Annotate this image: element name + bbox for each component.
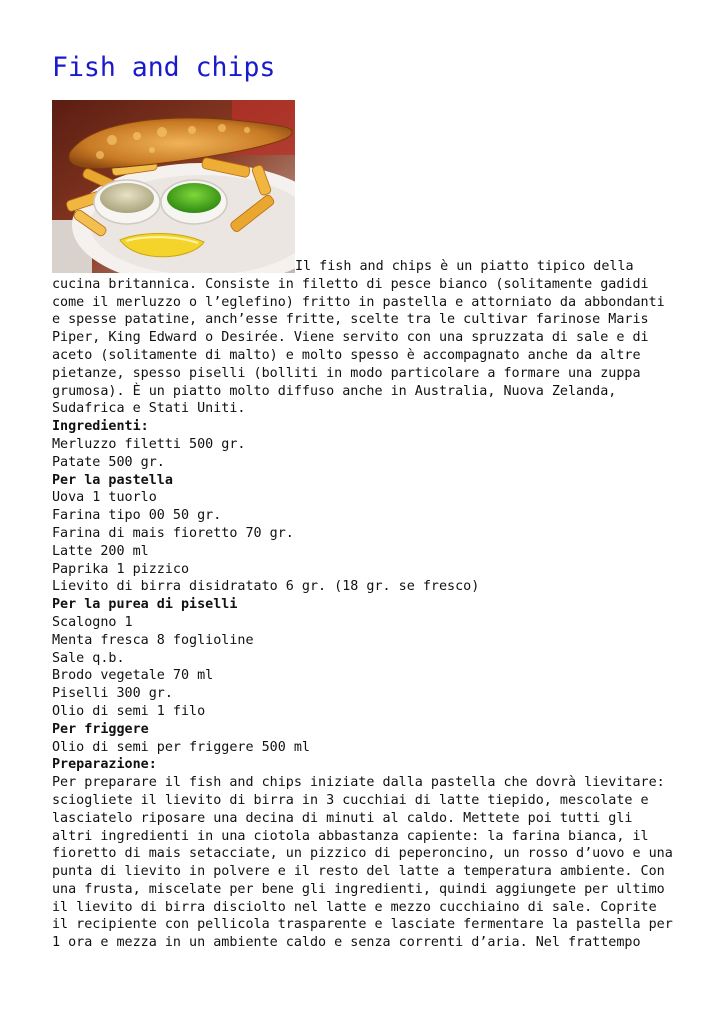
intro-line: grumosa). È un piatto molto diffuso anche in Australia, Nuova Zelanda, — [52, 383, 617, 399]
ingredient-item: Latte 200 ml — [52, 543, 149, 559]
intro-first-line — [52, 100, 677, 276]
preparazione-line: sciogliete il lievito di birra in 3 cucchiai di latte tiepido, mescolate e — [52, 792, 649, 808]
article — [52, 50, 677, 952]
preparazione-line: 1 ora e mezza in un ambiente caldo e senza correnti d’aria. Nel frattempo — [52, 935, 641, 951]
ingredient-item: Scalogno 1 — [52, 614, 133, 630]
preparazione-line: una frusta, miscelate per bene gli ingredienti, quindi aggiungete per ultimo — [52, 881, 665, 897]
ingredient-item: Olio di semi 1 filo — [52, 703, 206, 719]
intro-line: aceto (solitamente di malto) e molto spesso è accompagnato anche da altre — [52, 347, 641, 363]
intro-line: come il merluzzo o l’eglefino) fritto in pastella e attorniato da abbondanti — [52, 294, 665, 310]
intro-line: pietanze, spesso piselli (bolliti in modo particolare a formare una zuppa — [52, 365, 641, 381]
friggere-heading: Per friggere — [52, 721, 149, 737]
intro-first-text: Il fish and chips è un piatto tipico della — [295, 259, 634, 274]
ingredient-item: Sale q.b. — [52, 650, 125, 666]
ingredient-item: Farina tipo 00 50 gr. — [52, 508, 222, 524]
ingredient-item: Olio di semi per friggere 500 ml — [52, 739, 310, 755]
preparazione-line: il recipiente con pellicola trasparente e lasciate fermentare la pastella per — [52, 917, 673, 933]
ingredient-item: Farina di mais fioretto 70 gr. — [52, 525, 294, 541]
ingredienti-heading: Ingredienti: — [52, 419, 149, 435]
purea-heading: Per la purea di piselli — [52, 597, 238, 613]
article-body — [52, 100, 677, 952]
ingredient-item: Piselli 300 gr. — [52, 686, 173, 702]
intro-paragraph — [52, 276, 677, 418]
preparazione-paragraph — [52, 774, 677, 952]
ingredient-item: Menta fresca 8 foglioline — [52, 632, 254, 648]
preparazione-line: fioretto di mais setacciate, un pizzico di peperoncino, un rosso d’uovo e una — [52, 846, 673, 862]
intro-line: cucina britannica. Consiste in filetto di pesce bianco (solitamente gadidi — [52, 276, 649, 292]
ingredient-item: Uova 1 tuorlo — [52, 490, 157, 506]
ingredient-item: Lievito di birra disidratato 6 gr. (18 gr. se fresco) — [52, 579, 480, 595]
intro-line: e spesse patatine, anch’esse fritte, scelte tra le cultivar farinose Maris — [52, 312, 649, 328]
ingredient-item: Paprika 1 pizzico — [52, 561, 190, 577]
preparazione-line: lasciatelo riposare una decina di minuti al caldo. Mettete poi tutti gli — [52, 810, 633, 826]
preparazione-line: punta di lievito in polvere e il resto del latte a temperatura ambiente. Con — [52, 864, 665, 880]
intro-line: Sudafrica e Stati Uniti. — [52, 401, 246, 417]
ingredient-item: Merluzzo filetti 500 gr. — [52, 436, 246, 452]
ingredient-item: Brodo vegetale 70 ml — [52, 668, 214, 684]
pastella-heading: Per la pastella — [52, 472, 173, 488]
fish-and-chips-photo — [52, 100, 295, 273]
preparazione-line: altri ingredienti in una ciotola abbastanza capiente: la farina bianca, il — [52, 828, 649, 844]
page-title: Fish and chips — [52, 52, 276, 83]
preparazione-heading: Preparazione: — [52, 757, 157, 773]
preparazione-line: il lievito di birra disciolto nel latte e mezzo cucchiaino di sale. Coprite — [52, 899, 657, 915]
ingredient-item: Patate 500 gr. — [52, 454, 165, 470]
preparazione-line: Per preparare il fish and chips iniziate dalla pastella che dovrà lievitare: — [52, 775, 665, 791]
intro-line: Piper, King Edward o Desirée. Viene servito con una spruzzata di sale e di — [52, 330, 649, 346]
